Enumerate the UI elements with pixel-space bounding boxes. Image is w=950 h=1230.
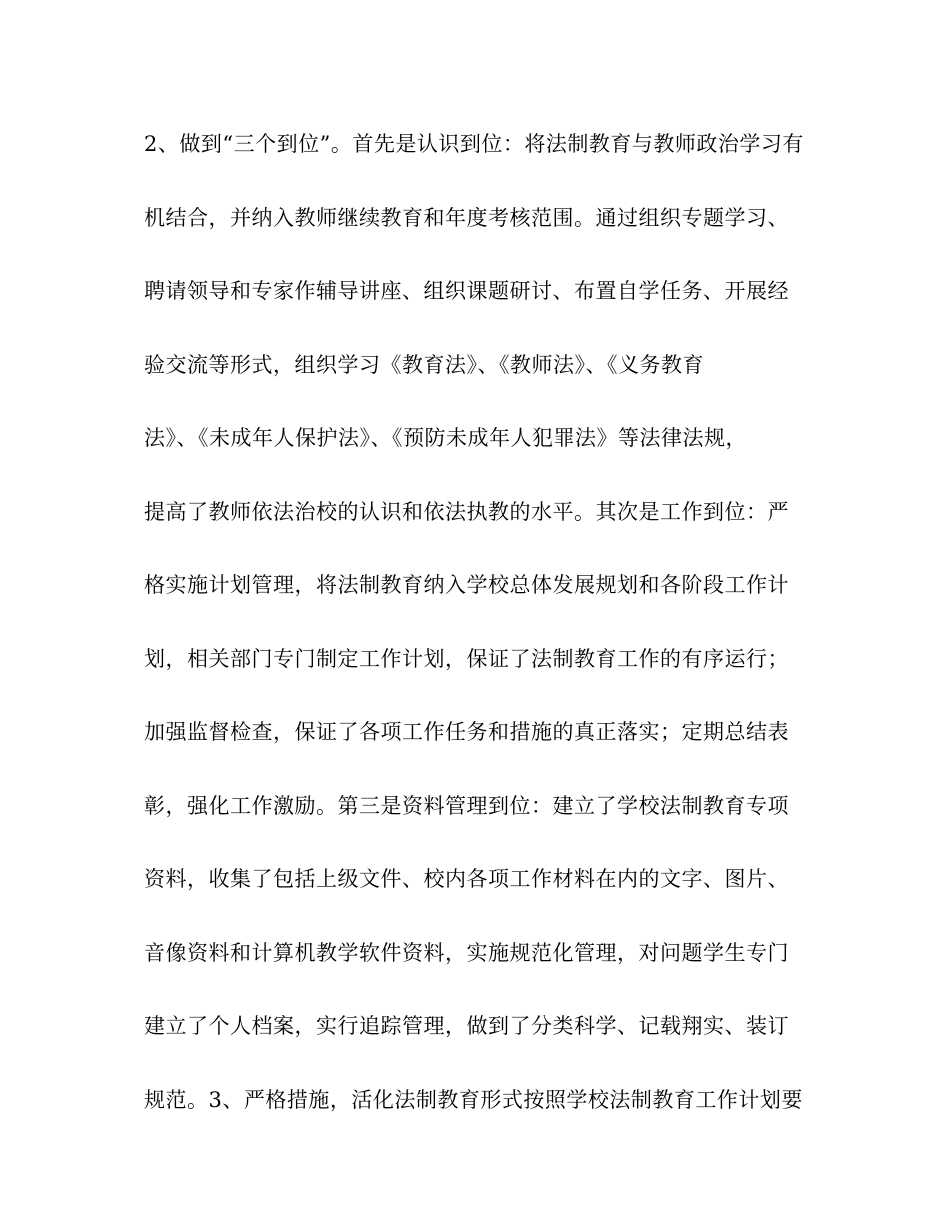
text-line: 加强监督检查，保证了各项工作任务和措施的真正落实；定期总结表	[144, 720, 789, 744]
text-line: 提高了教师依法治校的认识和依法执教的水平。其次是工作到位：严	[144, 499, 789, 524]
text-line: 彰，强化工作激励。第三是资料管理到位：建立了学校法制教育专项	[144, 793, 789, 818]
text-line: 资料，收集了包括上级文件、校内各项工作材料在内的文字、图片、	[144, 867, 789, 891]
body-paragraph	[144, 122, 824, 1151]
text-line: 划，相关部门专门制定工作计划，保证了法制教育工作的有序运行；	[144, 646, 789, 671]
text-line: 建立了个人档案，实行追踪管理，做到了分类科学、记载翔实、装订	[144, 1014, 789, 1038]
text-line: 法》、《未成年人保护法》、《预防未成年人犯罪法》等法律法规，	[144, 426, 747, 450]
text-line: 验交流等形式，组织学习《教育法》、《教师法》、《义务教育	[144, 352, 704, 377]
text-line: 规范。3、严格措施，活化法制教育形式按照学校法制教育工作计划要	[144, 1087, 803, 1112]
text-line: 格实施计划管理，将法制教育纳入学校总体发展规划和各阶段工作计	[144, 573, 789, 597]
text-line: 音像资料和计算机教学软件资料，实施规范化管理，对问题学生专门	[144, 940, 789, 965]
text-line: 聘请领导和专家作辅导讲座、组织课题研讨、布置自学任务、开展经	[144, 279, 789, 303]
text-line: 2、做到“三个到位”。首先是认识到位：将法制教育与教师政治学习有	[144, 132, 804, 156]
text-line: 机结合，并纳入教师继续教育和年度考核范围。通过组织专题学习、	[144, 205, 789, 230]
